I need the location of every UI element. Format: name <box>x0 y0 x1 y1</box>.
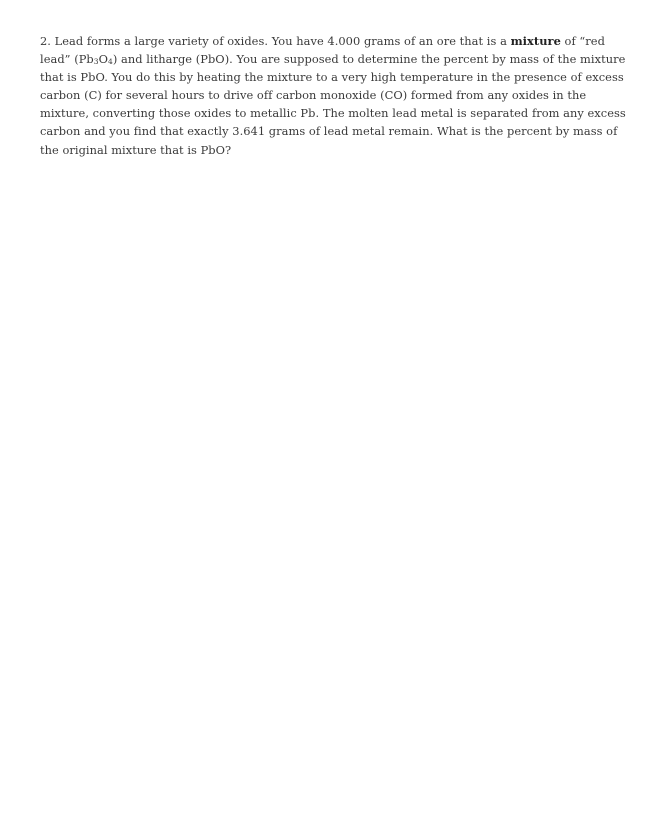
problem-text-part-4: ) and litharge (PbO). You are supposed to determine the percent by mass of the mixture that is PbO. You do this by heating the mixture to a very high temperature in the presence of excess carbon (C) for several hours to drive off carbon monoxide (CO) formed from any oxides in the mixture, converting those oxides to metallic Pb. The molten lead metal is separated from any excess carbon and you find that exactly 3.641 grams of lead metal remain. What is the percent by mass of the original mixture that is PbO? <box>40 52 626 157</box>
mixture-term: mixture <box>510 34 561 48</box>
problem-text-part-2: of “red lead” (Pb <box>40 34 605 67</box>
problem-2-text <box>40 32 636 159</box>
problem-text-part-1: Lead forms a large variety of oxides. You have 4.000 grams of an ore that is a <box>50 34 511 48</box>
subscript-4: 4 <box>107 57 113 67</box>
problem-number: 2. <box>40 34 51 48</box>
subscript-3: 3 <box>93 57 99 67</box>
problem-text-part-3: O <box>98 52 108 67</box>
